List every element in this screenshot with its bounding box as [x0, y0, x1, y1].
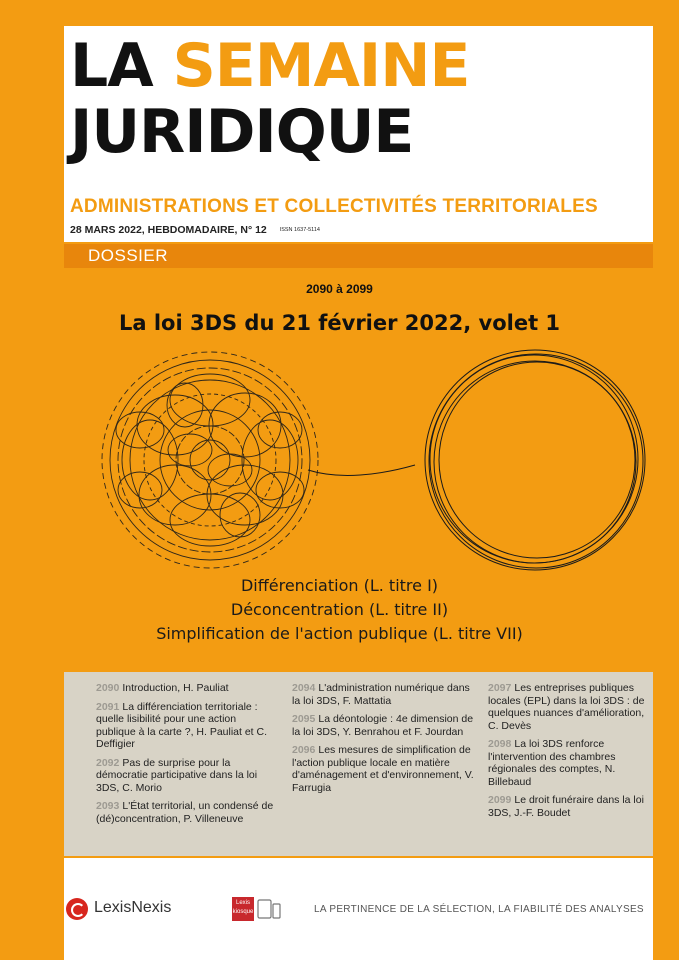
title-line-2: JURIDIQUE	[70, 97, 414, 167]
dossier-headline: La loi 3DS du 21 février 2022, volet 1	[118, 311, 561, 335]
toc-entry-text: La différenciation territoriale : quelle lisibilité pour une action publique à la carte ?, H. Pauliat et C. Deffigier	[96, 700, 268, 750]
toc-entry-text: La déontologie : 4e dimension de la loi 3DS, Y. Benrahou et F. Jourdan	[292, 713, 474, 738]
toc-entry-number: 2096	[292, 744, 316, 756]
lexisnexis-logo-icon	[66, 898, 88, 920]
dossier-label: DOSSIER	[88, 246, 169, 265]
toc-entry-text: Le droit funéraire dans la loi 3DS, J.-F. Boudet	[488, 794, 644, 819]
toc-entry-text: L'État territorial, un condensé de (dé)concentration, P. Villeneuve	[96, 800, 274, 825]
toc-entry[interactable]	[488, 682, 648, 732]
toc-entry-number: 2094	[292, 682, 316, 694]
theme-differenciation: Différenciation (L. titre I)	[240, 576, 439, 595]
dossier-themes	[0, 574, 679, 646]
title-word-semaine: SEMAINE	[172, 31, 470, 101]
publisher-name: LexisNexis	[94, 899, 172, 916]
toc-entry[interactable]	[488, 794, 648, 819]
issue-date: 28 MARS 2022, HEBDOMADAIRE, N° 12	[70, 224, 267, 236]
title-word-la: LA	[70, 31, 153, 101]
kiosque-label: kiosque	[232, 909, 254, 915]
toc-entry-number: 2091	[96, 700, 120, 713]
toc-entry-number: 2097	[488, 682, 512, 694]
toc-entry-number: 2090	[96, 682, 120, 694]
toc-entry-number: 2093	[96, 800, 120, 812]
toc-column-2	[292, 682, 474, 800]
issue-dateline	[70, 224, 320, 236]
toc-entry-text: Les mesures de simplification de l'action publique locale en matière d'aménagement et d'environnement, V. Farrugia	[292, 744, 474, 794]
toc-entry-number: 2098	[488, 738, 512, 750]
devices-icon	[257, 898, 281, 920]
toc-entry[interactable]	[292, 713, 474, 738]
toc-entry-text: Pas de surprise pour la démocratie participative dans la loi 3DS, C. Morio	[96, 756, 258, 794]
toc-entry[interactable]	[292, 744, 474, 794]
toc-entry-number: 2095	[292, 713, 316, 725]
edition-subtitle: ADMINISTRATIONS ET COLLECTIVITÉS TERRITORIALES	[70, 196, 598, 217]
toc-entry-text: L'administration numérique dans la loi 3DS, F. Mattatia	[292, 682, 470, 707]
toc-entry[interactable]	[96, 757, 276, 795]
toc-entry-number: 2099	[488, 794, 512, 806]
connecting-thread	[308, 465, 415, 475]
kiosque-brand: Lexis	[235, 900, 250, 906]
tangled-thread-illustration	[102, 352, 318, 568]
toc-column-1	[96, 682, 276, 831]
theme-deconcentration: Déconcentration (L. titre II)	[230, 600, 449, 619]
lexis-kiosque-icon	[232, 897, 254, 921]
toc-entry[interactable]	[96, 800, 276, 825]
toc-entry[interactable]	[96, 701, 276, 751]
theme-simplification: Simplification de l'action publique (L. titre VII)	[156, 624, 523, 643]
toc-entry-text: Introduction, H. Pauliat	[122, 682, 229, 694]
title-line-1	[70, 31, 470, 101]
toc-entry[interactable]	[292, 682, 474, 707]
circle-thread-illustration	[425, 350, 645, 570]
footer-tagline: LA PERTINENCE DE LA SÉLECTION, LA FIABILITÉ DES ANALYSES	[314, 904, 644, 915]
thread-illustration	[80, 340, 660, 580]
toc-entry[interactable]	[488, 738, 648, 788]
toc-entry-text: Les entreprises publiques locales (EPL) dans la loi 3DS : de quelques nuances d'amélioration, C. Devès	[488, 682, 645, 732]
toc-column-3	[488, 682, 648, 825]
toc-entry-text: La loi 3DS renforce l'intervention des chambres régionales des comptes, N. Billebaud	[488, 738, 616, 788]
article-range: 2090 à 2099	[306, 282, 373, 296]
issn: ISSN 1637-5114	[279, 227, 320, 234]
toc-entry-number: 2092	[96, 756, 120, 769]
toc-entry[interactable]	[96, 682, 276, 695]
